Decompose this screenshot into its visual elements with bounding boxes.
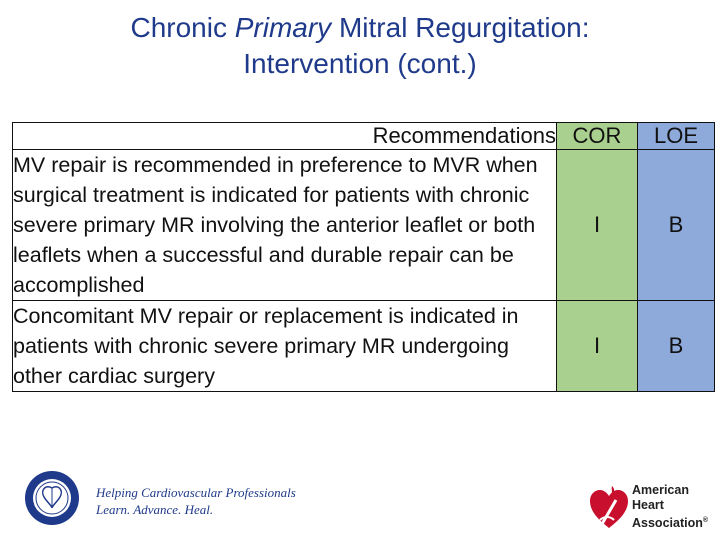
header-recommendations: Recommendations [13,123,557,150]
title-emphasis: Primary [234,12,332,43]
slide-title [0,10,720,82]
loe-value: B [638,301,715,392]
cor-value: I [557,301,638,392]
aha-registered-mark: ® [702,517,709,524]
title-part-2: Mitral Regurgitation: [331,12,590,43]
recommendation-text: Concomitant MV repair or replacement is indicated in patients with chronic severe primary MR undergoing other cardiac surgery [13,301,557,392]
acc-tagline-line-1: Helping Cardiovascular Professionals [96,485,296,500]
aha-wordmark [632,483,708,531]
recommendation-text: MV repair is recommended in preference to MVR when surgical treatment is indicated for patients with chronic severe primary MR involving the anterior leaflet or both leaflets when a successful and durable repair can be accomplished [13,150,557,301]
header-cor: COR [557,123,638,150]
aha-line-3 [632,513,708,531]
table-header-row [13,123,715,150]
cor-value: I [557,150,638,301]
title-line-2: Intervention (cont.) [243,48,477,79]
acc-seal-logo [24,470,80,526]
recommendations-table [12,122,715,392]
title-line-1 [0,10,720,46]
header-loe: LOE [638,123,715,150]
title-part-1: Chronic [130,12,235,43]
loe-value: B [638,150,715,301]
table-row [13,150,715,301]
aha-line-3-text: Association [632,516,703,531]
aha-line-1: American [632,483,689,497]
acc-tagline [96,484,296,518]
table-row [13,301,715,392]
aha-heart-torch-icon [586,480,632,532]
acc-tagline-line-2: Learn. Advance. Heal. [96,502,214,517]
aha-line-2: Heart [632,498,664,512]
